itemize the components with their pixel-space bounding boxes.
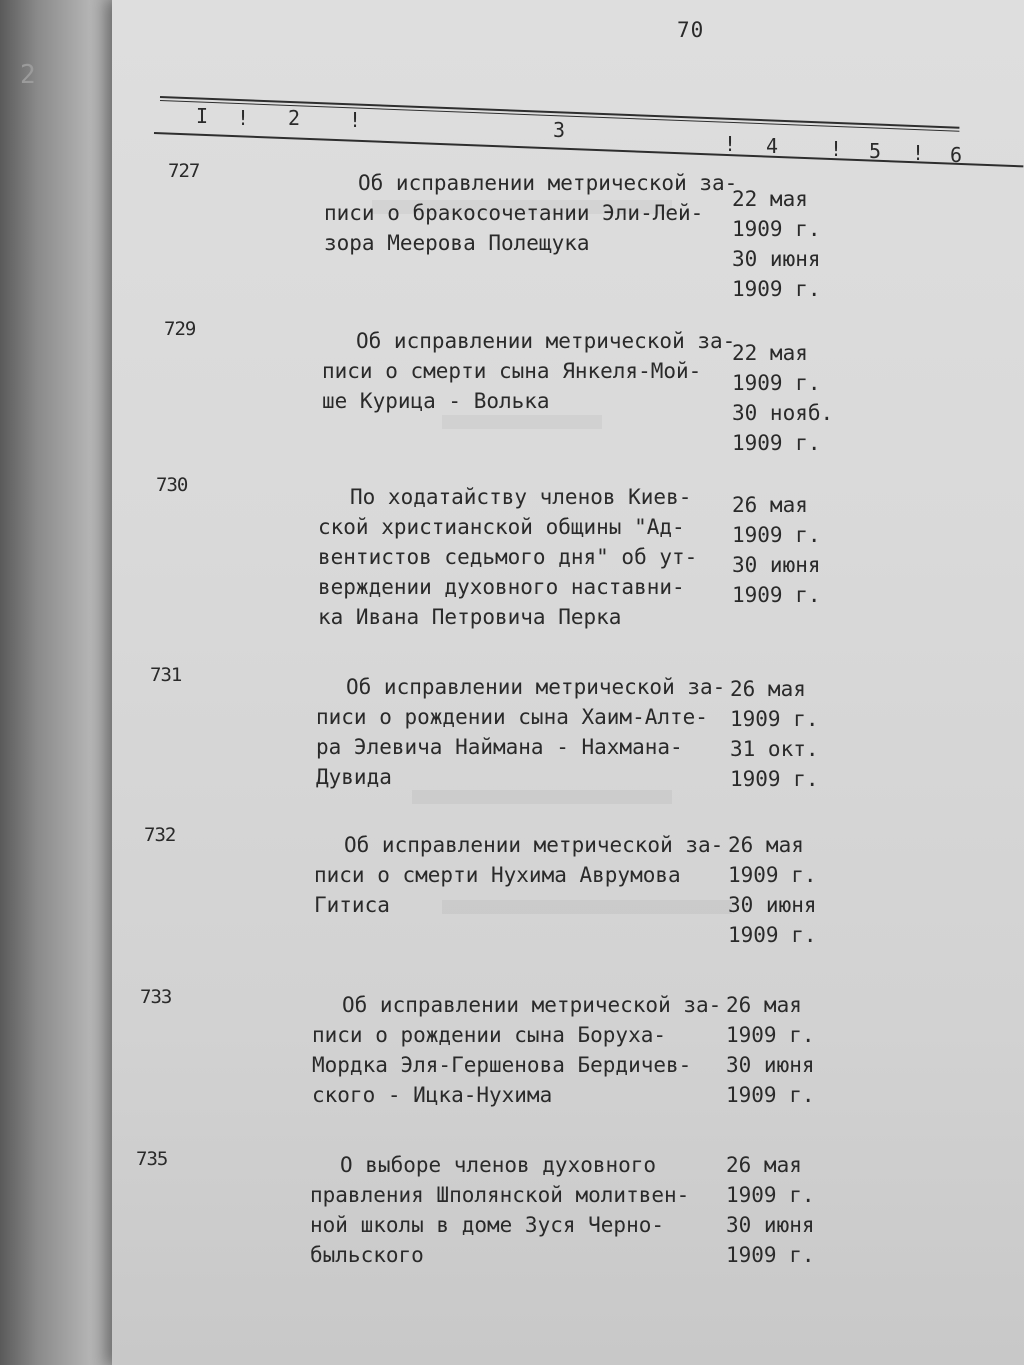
date-start: 26 мая xyxy=(728,833,804,857)
date-start: 22 мая xyxy=(732,187,808,211)
text-line: ского - Ицка-Нухима xyxy=(312,1083,553,1107)
text-line: Об исправлении метрической за- xyxy=(344,833,724,857)
text-line: писи о смерти Нухима Аврумова xyxy=(314,863,681,887)
text-line: верждении духовного наставни- xyxy=(318,575,685,599)
date-end: 30 июня xyxy=(732,553,821,577)
text-line: ной школы в доме Зуся Черно- xyxy=(310,1213,665,1237)
text-line: писи о смерти сына Янкеля-Мой- xyxy=(322,359,702,383)
date-start-year: 1909 г. xyxy=(732,523,821,547)
date-start-year: 1909 г. xyxy=(730,707,819,731)
date-end: 31 окт. xyxy=(730,737,819,761)
date-end: 30 июня xyxy=(732,247,821,271)
spine-mark: 2 xyxy=(20,60,36,90)
column-header: 4 xyxy=(766,134,779,158)
date-start-year: 1909 г. xyxy=(728,863,817,887)
text-line: зора Меерова Полещука xyxy=(324,231,590,255)
text-line: писи о бракосочетании Эли-Лей- xyxy=(324,201,704,225)
column-header: I xyxy=(196,104,209,128)
text-line: писи о рождении сына Хаим-Алте- xyxy=(316,705,708,729)
bleed-through-mark xyxy=(412,790,672,804)
column-separator: ! xyxy=(237,106,250,130)
entry-description xyxy=(322,326,742,416)
entry-description xyxy=(314,830,734,920)
bleed-through-mark xyxy=(442,415,602,429)
text-line: ра Элевича Наймана - Нахмана- xyxy=(316,735,683,759)
entry-dates xyxy=(730,674,840,794)
column-header: 2 xyxy=(288,106,301,130)
date-start: 26 мая xyxy=(732,493,808,517)
entry-number: 735 xyxy=(136,1148,168,1170)
column-separator: ! xyxy=(349,108,362,132)
date-end: 30 июня xyxy=(728,893,817,917)
date-end-year: 1909 г. xyxy=(732,277,821,301)
text-line: Об исправлении метрической за- xyxy=(346,675,726,699)
date-end-year: 1909 г. xyxy=(732,431,821,455)
entry-number: 729 xyxy=(164,318,196,340)
entry-number: 731 xyxy=(150,664,182,686)
column-separator: ! xyxy=(912,141,925,165)
date-end-year: 1909 г. xyxy=(732,583,821,607)
column-separator: ! xyxy=(830,137,843,161)
entry-dates xyxy=(726,1150,836,1270)
text-line: ской христианской общины "Ад- xyxy=(318,515,685,539)
column-header: 3 xyxy=(553,118,566,142)
page-number: 70 xyxy=(677,18,705,42)
entry-description xyxy=(318,482,738,632)
entry-number: 732 xyxy=(144,824,176,846)
date-start: 26 мая xyxy=(726,1153,802,1177)
date-start: 26 мая xyxy=(730,677,806,701)
date-start-year: 1909 г. xyxy=(732,217,821,241)
text-line: быльского xyxy=(310,1243,424,1267)
date-start-year: 1909 г. xyxy=(726,1023,815,1047)
date-start-year: 1909 г. xyxy=(726,1183,815,1207)
entry-description xyxy=(324,168,744,258)
date-end: 30 июня xyxy=(726,1053,815,1077)
entry-number: 727 xyxy=(168,160,200,182)
column-header: 6 xyxy=(950,143,963,167)
entry-dates xyxy=(726,990,836,1110)
text-line: Гитиса xyxy=(314,893,390,917)
column-header: 5 xyxy=(869,139,882,163)
date-end-year: 1909 г. xyxy=(728,923,817,947)
entry-description xyxy=(312,990,732,1110)
text-line: писи о рождении сына Боруха- xyxy=(312,1023,667,1047)
entry-dates xyxy=(732,338,842,458)
entry-number: 730 xyxy=(156,474,188,496)
text-line: Об исправлении метрической за- xyxy=(358,171,738,195)
text-line: Мордка Эля-Гершенова Бердичев- xyxy=(312,1053,692,1077)
date-end-year: 1909 г. xyxy=(730,767,819,791)
date-end: 30 нояб. xyxy=(732,401,834,425)
text-line: ше Курица - Волька xyxy=(322,389,550,413)
date-end: 30 июня xyxy=(726,1213,815,1237)
text-line: Об исправлении метрической за- xyxy=(356,329,736,353)
entry-description xyxy=(316,672,736,792)
entry-number: 733 xyxy=(140,986,172,1008)
entry-dates xyxy=(732,490,842,610)
entry-dates xyxy=(732,184,842,304)
text-line: ка Ивана Петровича Перка xyxy=(318,605,622,629)
date-end-year: 1909 г. xyxy=(726,1243,815,1267)
entry-description xyxy=(310,1150,730,1270)
date-start: 26 мая xyxy=(726,993,802,1017)
text-line: О выборе членов духовного xyxy=(340,1153,657,1177)
archive-page xyxy=(112,0,1024,1365)
text-line: Дувида xyxy=(316,765,392,789)
text-line: По ходатайству членов Киев- xyxy=(350,485,692,509)
text-line: вентистов седьмого дня" об ут- xyxy=(318,545,698,569)
entry-dates xyxy=(728,830,838,950)
date-end-year: 1909 г. xyxy=(726,1083,815,1107)
date-start: 22 мая xyxy=(732,341,808,365)
column-separator: ! xyxy=(724,132,737,156)
header-rule-bottom xyxy=(154,132,1023,167)
date-start-year: 1909 г. xyxy=(732,371,821,395)
text-line: Об исправлении метрической за- xyxy=(342,993,722,1017)
text-line: правления Шполянской молитвен- xyxy=(310,1183,690,1207)
